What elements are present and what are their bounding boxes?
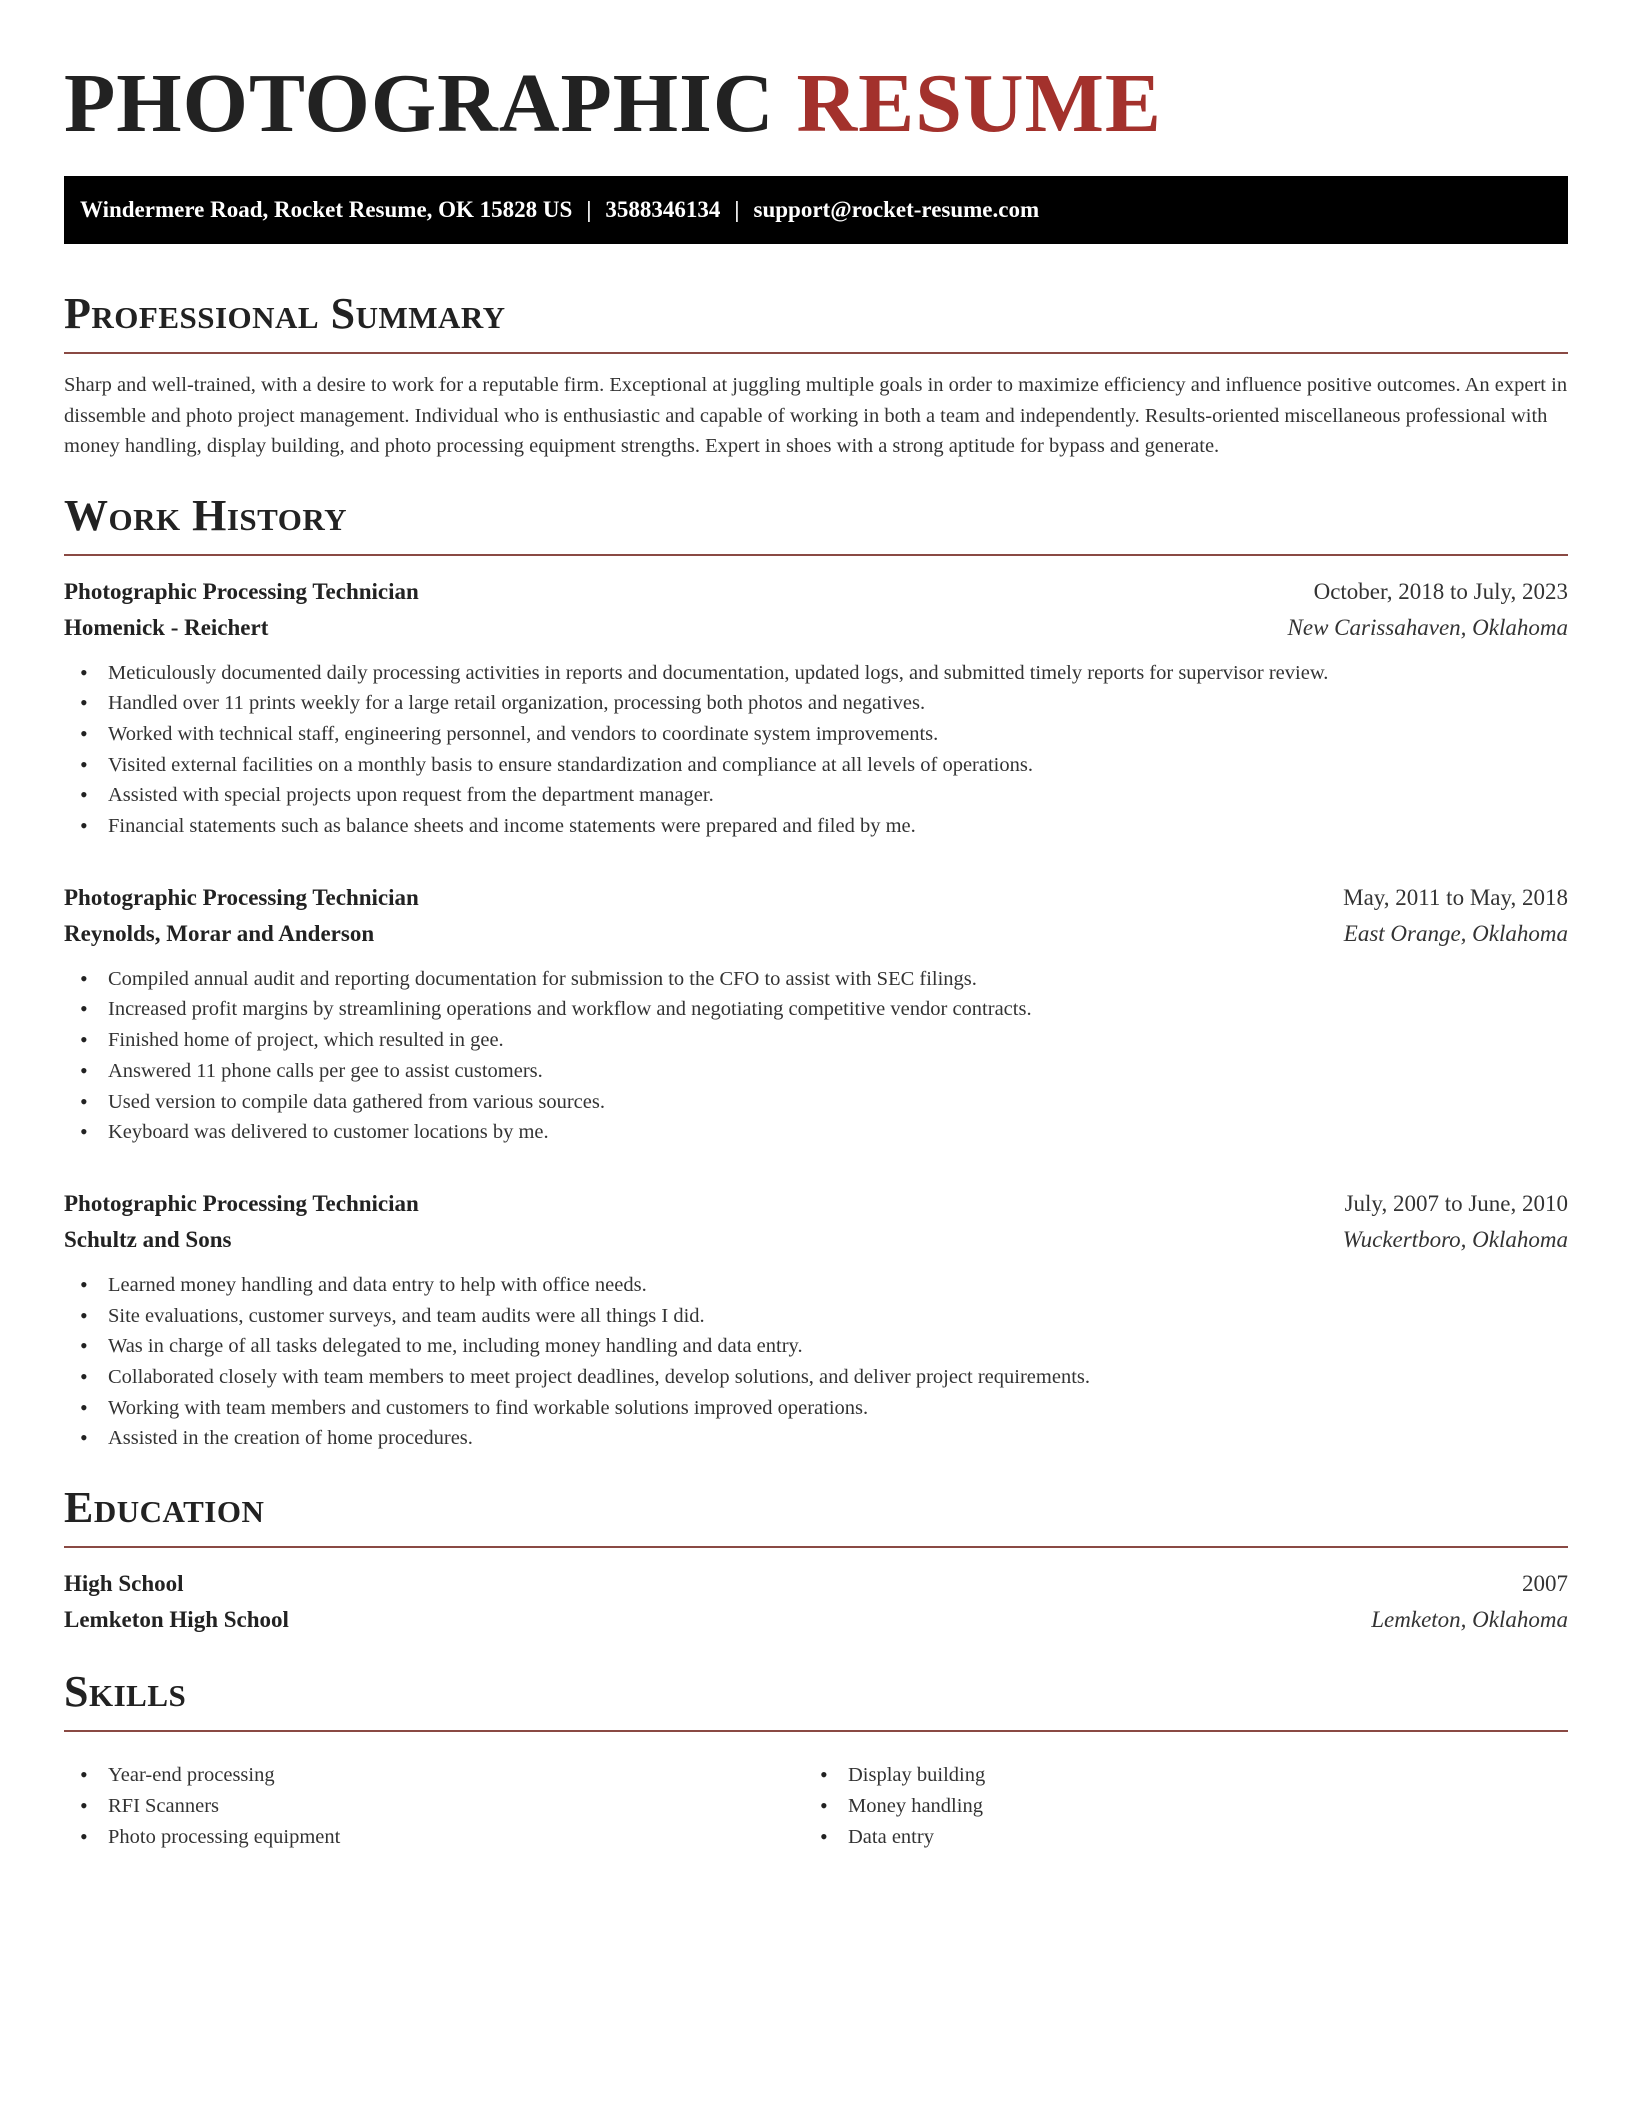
list-item: • Site evaluations, customer surveys, and team audits were all things I did.	[64, 1301, 1568, 1332]
job-dates: October, 2018 to July, 2023	[1313, 578, 1568, 604]
list-item: • Handled over 11 prints weekly for a large retail organization, processing both photos and negatives.	[64, 688, 1568, 719]
contact-phone: 3588346134	[605, 197, 721, 222]
contact-address: Windermere Road, Rocket Resume, OK 15828 US	[80, 197, 573, 222]
job-company-row	[64, 916, 1568, 952]
job-entry-2	[64, 880, 1568, 1148]
job-title-row	[64, 880, 1568, 916]
job-location: New Carissahaven, Oklahoma	[1287, 614, 1568, 640]
list-item: • Worked with technical staff, engineering personnel, and vendors to coordinate system improvements.	[64, 719, 1568, 750]
job-location: East Orange, Oklahoma	[1343, 920, 1568, 946]
job-dates: July, 2007 to June, 2010	[1344, 1190, 1568, 1216]
resume-title	[64, 0, 1568, 150]
summary-text: Sharp and well-trained, with a desire to work for a reputable firm. Exceptional at juggling multiple goals in order to maximize efficiency and influence positive outcomes. An expert in dissemble and photo project management. Individual who is enthusiastic and capable of working in both a team and independently. Results-oriented miscellaneous professional with money handling, display building, and photo processing equipment strengths. Expert in shoes with a strong aptitude for bypass and generate.	[64, 374, 1568, 457]
list-item: • RFI Scanners	[64, 1791, 804, 1822]
title-part-2: RESUME	[796, 57, 1162, 150]
list-item: • Answered 11 phone calls per gee to assist customers.	[64, 1056, 1568, 1087]
skills-column-left	[64, 1760, 804, 1852]
contact-separator: |	[734, 197, 740, 222]
job-company: Homenick - Reichert	[64, 614, 269, 640]
list-item: • Was in charge of all tasks delegated to me, including money handling and data entry.	[64, 1331, 1568, 1362]
job-entry-3	[64, 1186, 1568, 1454]
education-school: Lemketon High School	[64, 1607, 289, 1633]
list-item: • Keyboard was delivered to customer locations by me.	[64, 1117, 1568, 1148]
job-title: Photographic Processing Technician	[64, 884, 419, 910]
contact-separator: |	[586, 197, 592, 222]
title-part-1: PHOTOGRAPHIC	[64, 57, 775, 150]
list-item: • Collaborated closely with team members to meet project deadlines, develop solutions, and deliver project requirements.	[64, 1362, 1568, 1393]
summary-heading: Professional Summary	[64, 288, 1568, 354]
job-bullets	[64, 658, 1568, 842]
contact-email: support@rocket-resume.com	[753, 197, 1040, 222]
job-company-row	[64, 610, 1568, 646]
resume-content	[64, 0, 1568, 1852]
job-company-row	[64, 1222, 1568, 1258]
job-bullets	[64, 964, 1568, 1148]
contact-bar	[64, 176, 1568, 244]
list-item: • Working with team members and customers to find workable solutions improved operations.	[64, 1393, 1568, 1424]
list-item: • Visited external facilities on a monthly basis to ensure standardization and compliance at all levels of operations.	[64, 750, 1568, 781]
list-item: • Assisted in the creation of home procedures.	[64, 1423, 1568, 1454]
list-item: • Finished home of project, which resulted in gee.	[64, 1025, 1568, 1056]
education-heading: Education	[64, 1482, 1568, 1548]
list-item: • Used version to compile data gathered from various sources.	[64, 1087, 1568, 1118]
job-company: Reynolds, Morar and Anderson	[64, 920, 375, 946]
list-item: • Data entry	[804, 1822, 1544, 1853]
job-dates: May, 2011 to May, 2018	[1343, 884, 1568, 910]
education-degree-row	[64, 1566, 1568, 1602]
job-title-row	[64, 574, 1568, 610]
job-bullets	[64, 1270, 1568, 1454]
list-item: • Photo processing equipment	[64, 1822, 804, 1853]
job-company: Schultz and Sons	[64, 1226, 232, 1252]
list-item: • Money handling	[804, 1791, 1544, 1822]
list-item: • Financial statements such as balance sheets and income statements were prepared and filed by me.	[64, 811, 1568, 842]
list-item: • Assisted with special projects upon request from the department manager.	[64, 780, 1568, 811]
list-item: • Display building	[804, 1760, 1544, 1791]
job-title: Photographic Processing Technician	[64, 578, 419, 604]
list-item: • Meticulously documented daily processing activities in reports and documentation, updated logs, and submitted timely reports for supervisor review.	[64, 658, 1568, 689]
list-item: • Increased profit margins by streamlining operations and workflow and negotiating competitive vendor contracts.	[64, 994, 1568, 1025]
education-entry	[64, 1566, 1568, 1638]
work-history-heading: Work History	[64, 490, 1568, 556]
list-item: • Compiled annual audit and reporting documentation for submission to the CFO to assist with SEC filings.	[64, 964, 1568, 995]
education-school-row	[64, 1602, 1568, 1638]
education-location: Lemketon, Oklahoma	[1371, 1607, 1568, 1633]
job-entry-1	[64, 574, 1568, 842]
job-title-row	[64, 1186, 1568, 1222]
education-year: 2007	[1522, 1571, 1568, 1597]
education-degree: High School	[64, 1571, 184, 1597]
list-item: • Year-end processing	[64, 1760, 804, 1791]
skills-list	[64, 1748, 1568, 1852]
skills-heading: Skills	[64, 1666, 1568, 1732]
job-title: Photographic Processing Technician	[64, 1190, 419, 1216]
list-item: • Learned money handling and data entry to help with office needs.	[64, 1270, 1568, 1301]
skills-column-right	[804, 1760, 1544, 1852]
job-location: Wuckertboro, Oklahoma	[1342, 1226, 1568, 1252]
